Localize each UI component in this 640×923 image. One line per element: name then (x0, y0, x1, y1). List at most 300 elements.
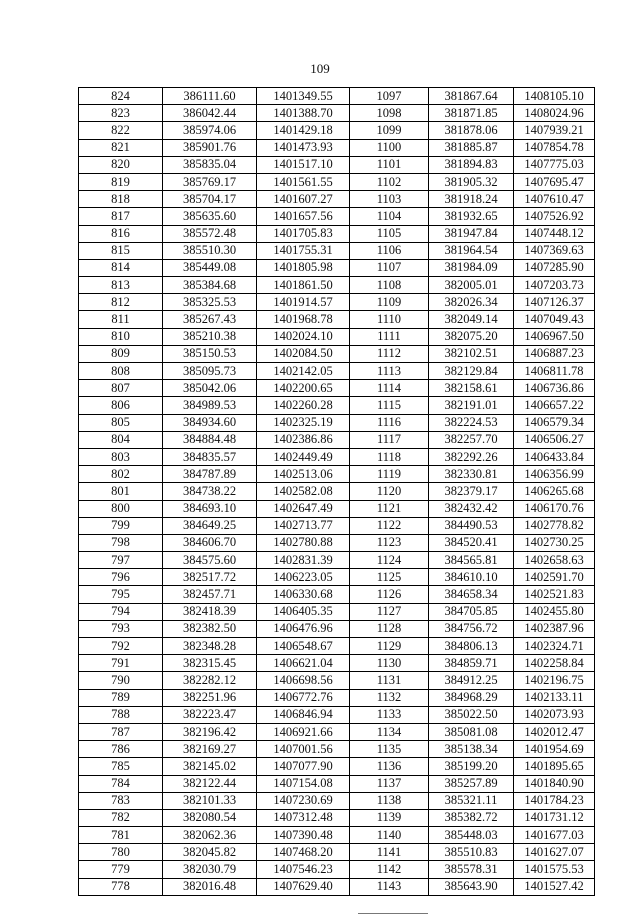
y-coordinate-left-cell: 1402200.65 (257, 380, 350, 397)
x-coordinate-left-cell: 385572.48 (163, 225, 257, 242)
y-coordinate-left-cell: 1407629.40 (257, 878, 350, 895)
table-row (79, 242, 595, 259)
y-coordinate-right-cell: 1401575.53 (514, 861, 595, 878)
x-coordinate-left-cell: 385901.76 (163, 139, 257, 156)
x-coordinate-left-cell: 384835.57 (163, 448, 257, 465)
x-coordinate-left-cell: 382062.36 (163, 827, 257, 844)
x-coordinate-right-cell: 382158.61 (429, 380, 514, 397)
y-coordinate-left-cell: 1402325.19 (257, 414, 350, 431)
x-coordinate-right-cell: 384756.72 (429, 620, 514, 637)
y-coordinate-right-cell: 1407126.37 (514, 294, 595, 311)
y-coordinate-left-cell: 1401473.93 (257, 139, 350, 156)
x-coordinate-right-cell: 382075.20 (429, 328, 514, 345)
point-number-right-cell: 1118 (350, 448, 429, 465)
y-coordinate-right-cell: 1401954.69 (514, 741, 595, 758)
point-number-right-cell: 1104 (350, 208, 429, 225)
y-coordinate-right-cell: 1402324.71 (514, 638, 595, 655)
point-number-left-cell: 802 (79, 466, 163, 483)
y-coordinate-right-cell: 1408024.96 (514, 105, 595, 122)
table-row (79, 225, 595, 242)
x-coordinate-left-cell: 382196.42 (163, 723, 257, 740)
y-coordinate-right-cell: 1401895.65 (514, 758, 595, 775)
x-coordinate-right-cell: 382191.01 (429, 397, 514, 414)
table-row (79, 878, 595, 895)
x-coordinate-left-cell: 384606.70 (163, 534, 257, 551)
x-coordinate-left-cell: 382457.71 (163, 586, 257, 603)
x-coordinate-left-cell: 382101.33 (163, 792, 257, 809)
y-coordinate-left-cell: 1402084.50 (257, 345, 350, 362)
y-coordinate-left-cell: 1401561.55 (257, 173, 350, 190)
y-coordinate-left-cell: 1407546.23 (257, 861, 350, 878)
y-coordinate-right-cell: 1407610.47 (514, 191, 595, 208)
table-row (79, 139, 595, 156)
x-coordinate-right-cell: 384658.34 (429, 586, 514, 603)
y-coordinate-left-cell: 1402780.88 (257, 534, 350, 551)
x-coordinate-left-cell: 384884.48 (163, 431, 257, 448)
x-coordinate-left-cell: 382418.39 (163, 603, 257, 620)
point-number-left-cell: 791 (79, 655, 163, 672)
x-coordinate-right-cell: 381867.64 (429, 88, 514, 105)
y-coordinate-right-cell: 1407203.73 (514, 277, 595, 294)
point-number-right-cell: 1108 (350, 277, 429, 294)
y-coordinate-left-cell: 1406476.96 (257, 620, 350, 637)
point-number-left-cell: 817 (79, 208, 163, 225)
x-coordinate-right-cell: 381932.65 (429, 208, 514, 225)
point-number-right-cell: 1133 (350, 706, 429, 723)
table-row (79, 655, 595, 672)
y-coordinate-right-cell: 1402073.93 (514, 706, 595, 723)
y-coordinate-left-cell: 1406846.94 (257, 706, 350, 723)
y-coordinate-right-cell: 1402258.84 (514, 655, 595, 672)
x-coordinate-left-cell: 382145.02 (163, 758, 257, 775)
y-coordinate-left-cell: 1407468.20 (257, 844, 350, 861)
point-number-left-cell: 814 (79, 259, 163, 276)
y-coordinate-left-cell: 1401705.83 (257, 225, 350, 242)
x-coordinate-right-cell: 385138.34 (429, 741, 514, 758)
point-number-right-cell: 1125 (350, 569, 429, 586)
table-row (79, 723, 595, 740)
x-coordinate-right-cell: 384610.10 (429, 569, 514, 586)
bottom-rule (358, 913, 428, 914)
table-row (79, 156, 595, 173)
point-number-right-cell: 1105 (350, 225, 429, 242)
point-number-left-cell: 792 (79, 638, 163, 655)
point-number-left-cell: 806 (79, 397, 163, 414)
x-coordinate-right-cell: 381894.83 (429, 156, 514, 173)
y-coordinate-left-cell: 1401349.55 (257, 88, 350, 105)
table-row (79, 758, 595, 775)
x-coordinate-left-cell: 382080.54 (163, 809, 257, 826)
y-coordinate-left-cell: 1406405.35 (257, 603, 350, 620)
point-number-left-cell: 804 (79, 431, 163, 448)
point-number-left-cell: 808 (79, 363, 163, 380)
point-number-right-cell: 1129 (350, 638, 429, 655)
table-row (79, 173, 595, 190)
table-row (79, 603, 595, 620)
table-row (79, 775, 595, 792)
table-row (79, 483, 595, 500)
point-number-right-cell: 1131 (350, 672, 429, 689)
point-number-right-cell: 1103 (350, 191, 429, 208)
point-number-right-cell: 1127 (350, 603, 429, 620)
y-coordinate-left-cell: 1402142.05 (257, 363, 350, 380)
table-row (79, 586, 595, 603)
table-row (79, 448, 595, 465)
table-row (79, 328, 595, 345)
point-number-right-cell: 1121 (350, 500, 429, 517)
y-coordinate-left-cell: 1407390.48 (257, 827, 350, 844)
point-number-right-cell: 1116 (350, 414, 429, 431)
table-row (79, 259, 595, 276)
point-number-left-cell: 787 (79, 723, 163, 740)
x-coordinate-right-cell: 382026.34 (429, 294, 514, 311)
x-coordinate-right-cell: 384520.41 (429, 534, 514, 551)
y-coordinate-left-cell: 1407077.90 (257, 758, 350, 775)
x-coordinate-right-cell: 382330.81 (429, 466, 514, 483)
y-coordinate-right-cell: 1407775.03 (514, 156, 595, 173)
point-number-left-cell: 783 (79, 792, 163, 809)
x-coordinate-left-cell: 385384.68 (163, 277, 257, 294)
table-row (79, 534, 595, 551)
point-number-right-cell: 1124 (350, 552, 429, 569)
x-coordinate-right-cell: 385321.11 (429, 792, 514, 809)
y-coordinate-right-cell: 1401731.12 (514, 809, 595, 826)
point-number-right-cell: 1098 (350, 105, 429, 122)
y-coordinate-left-cell: 1406330.68 (257, 586, 350, 603)
x-coordinate-left-cell: 386111.60 (163, 88, 257, 105)
y-coordinate-left-cell: 1402513.06 (257, 466, 350, 483)
y-coordinate-right-cell: 1407049.43 (514, 311, 595, 328)
x-coordinate-right-cell: 384912.25 (429, 672, 514, 689)
y-coordinate-right-cell: 1402387.96 (514, 620, 595, 637)
point-number-left-cell: 788 (79, 706, 163, 723)
point-number-left-cell: 822 (79, 122, 163, 139)
point-number-left-cell: 784 (79, 775, 163, 792)
x-coordinate-left-cell: 385769.17 (163, 173, 257, 190)
x-coordinate-right-cell: 385382.72 (429, 809, 514, 826)
x-coordinate-left-cell: 382382.50 (163, 620, 257, 637)
point-number-left-cell: 819 (79, 173, 163, 190)
point-number-left-cell: 797 (79, 552, 163, 569)
y-coordinate-left-cell: 1406223.05 (257, 569, 350, 586)
y-coordinate-left-cell: 1406621.04 (257, 655, 350, 672)
point-number-right-cell: 1122 (350, 517, 429, 534)
y-coordinate-left-cell: 1407312.48 (257, 809, 350, 826)
x-coordinate-right-cell: 385578.31 (429, 861, 514, 878)
x-coordinate-right-cell: 382049.14 (429, 311, 514, 328)
x-coordinate-left-cell: 382030.79 (163, 861, 257, 878)
point-number-left-cell: 782 (79, 809, 163, 826)
table-row (79, 517, 595, 534)
point-number-right-cell: 1141 (350, 844, 429, 861)
y-coordinate-left-cell: 1402647.49 (257, 500, 350, 517)
y-coordinate-left-cell: 1406921.66 (257, 723, 350, 740)
y-coordinate-left-cell: 1406548.67 (257, 638, 350, 655)
x-coordinate-right-cell: 384565.81 (429, 552, 514, 569)
x-coordinate-left-cell: 382315.45 (163, 655, 257, 672)
x-coordinate-left-cell: 382045.82 (163, 844, 257, 861)
point-number-right-cell: 1110 (350, 311, 429, 328)
table-row (79, 414, 595, 431)
point-number-right-cell: 1135 (350, 741, 429, 758)
y-coordinate-right-cell: 1406736.86 (514, 380, 595, 397)
x-coordinate-left-cell: 382251.96 (163, 689, 257, 706)
y-coordinate-left-cell: 1402582.08 (257, 483, 350, 500)
x-coordinate-right-cell: 382224.53 (429, 414, 514, 431)
point-number-left-cell: 803 (79, 448, 163, 465)
x-coordinate-left-cell: 382223.47 (163, 706, 257, 723)
point-number-left-cell: 807 (79, 380, 163, 397)
x-coordinate-right-cell: 382005.01 (429, 277, 514, 294)
table-row (79, 208, 595, 225)
x-coordinate-left-cell: 382348.28 (163, 638, 257, 655)
x-coordinate-left-cell: 385095.73 (163, 363, 257, 380)
x-coordinate-right-cell: 384705.85 (429, 603, 514, 620)
point-number-right-cell: 1109 (350, 294, 429, 311)
coordinates-table-body (79, 88, 595, 896)
point-number-left-cell: 780 (79, 844, 163, 861)
x-coordinate-right-cell: 381885.87 (429, 139, 514, 156)
x-coordinate-right-cell: 381878.06 (429, 122, 514, 139)
table-row (79, 861, 595, 878)
y-coordinate-right-cell: 1406265.68 (514, 483, 595, 500)
y-coordinate-right-cell: 1407369.63 (514, 242, 595, 259)
point-number-left-cell: 800 (79, 500, 163, 517)
x-coordinate-left-cell: 385449.08 (163, 259, 257, 276)
table-row (79, 88, 595, 105)
x-coordinate-right-cell: 384968.29 (429, 689, 514, 706)
y-coordinate-left-cell: 1402449.49 (257, 448, 350, 465)
y-coordinate-left-cell: 1401968.78 (257, 311, 350, 328)
point-number-left-cell: 815 (79, 242, 163, 259)
x-coordinate-left-cell: 384575.60 (163, 552, 257, 569)
y-coordinate-right-cell: 1406811.78 (514, 363, 595, 380)
y-coordinate-right-cell: 1402455.80 (514, 603, 595, 620)
y-coordinate-right-cell: 1408105.10 (514, 88, 595, 105)
y-coordinate-right-cell: 1401627.07 (514, 844, 595, 861)
x-coordinate-right-cell: 384490.53 (429, 517, 514, 534)
x-coordinate-left-cell: 384649.25 (163, 517, 257, 534)
x-coordinate-left-cell: 385210.38 (163, 328, 257, 345)
table-row (79, 638, 595, 655)
point-number-left-cell: 796 (79, 569, 163, 586)
x-coordinate-right-cell: 385643.90 (429, 878, 514, 895)
point-number-right-cell: 1112 (350, 345, 429, 362)
y-coordinate-right-cell: 1402521.83 (514, 586, 595, 603)
y-coordinate-left-cell: 1401429.18 (257, 122, 350, 139)
point-number-right-cell: 1139 (350, 809, 429, 826)
point-number-right-cell: 1134 (350, 723, 429, 740)
x-coordinate-right-cell: 382257.70 (429, 431, 514, 448)
x-coordinate-right-cell: 382432.42 (429, 500, 514, 517)
y-coordinate-right-cell: 1401840.90 (514, 775, 595, 792)
y-coordinate-right-cell: 1406579.34 (514, 414, 595, 431)
point-number-left-cell: 778 (79, 878, 163, 895)
table-row (79, 552, 595, 569)
point-number-left-cell: 823 (79, 105, 163, 122)
y-coordinate-left-cell: 1401607.27 (257, 191, 350, 208)
table-row (79, 431, 595, 448)
table-row (79, 122, 595, 139)
point-number-left-cell: 824 (79, 88, 163, 105)
table-row (79, 105, 595, 122)
point-number-right-cell: 1143 (350, 878, 429, 895)
table-row (79, 363, 595, 380)
table-row (79, 277, 595, 294)
y-coordinate-right-cell: 1402591.70 (514, 569, 595, 586)
x-coordinate-right-cell: 384859.71 (429, 655, 514, 672)
point-number-left-cell: 805 (79, 414, 163, 431)
point-number-right-cell: 1128 (350, 620, 429, 637)
point-number-right-cell: 1097 (350, 88, 429, 105)
y-coordinate-right-cell: 1401527.42 (514, 878, 595, 895)
y-coordinate-left-cell: 1401657.56 (257, 208, 350, 225)
x-coordinate-left-cell: 384787.89 (163, 466, 257, 483)
x-coordinate-right-cell: 385081.08 (429, 723, 514, 740)
point-number-left-cell: 786 (79, 741, 163, 758)
x-coordinate-left-cell: 384989.53 (163, 397, 257, 414)
x-coordinate-left-cell: 382016.48 (163, 878, 257, 895)
y-coordinate-right-cell: 1402133.11 (514, 689, 595, 706)
y-coordinate-left-cell: 1402260.28 (257, 397, 350, 414)
point-number-right-cell: 1107 (350, 259, 429, 276)
table-row (79, 466, 595, 483)
point-number-left-cell: 821 (79, 139, 163, 156)
point-number-right-cell: 1136 (350, 758, 429, 775)
y-coordinate-right-cell: 1406356.99 (514, 466, 595, 483)
x-coordinate-left-cell: 385635.60 (163, 208, 257, 225)
y-coordinate-right-cell: 1401784.23 (514, 792, 595, 809)
table-row (79, 620, 595, 637)
point-number-left-cell: 795 (79, 586, 163, 603)
table-row (79, 294, 595, 311)
point-number-left-cell: 820 (79, 156, 163, 173)
x-coordinate-right-cell: 385257.89 (429, 775, 514, 792)
point-number-right-cell: 1114 (350, 380, 429, 397)
y-coordinate-left-cell: 1402386.86 (257, 431, 350, 448)
table-row (79, 672, 595, 689)
y-coordinate-right-cell: 1407285.90 (514, 259, 595, 276)
y-coordinate-right-cell: 1407526.92 (514, 208, 595, 225)
point-number-right-cell: 1099 (350, 122, 429, 139)
table-row (79, 844, 595, 861)
point-number-right-cell: 1130 (350, 655, 429, 672)
x-coordinate-left-cell: 385325.53 (163, 294, 257, 311)
x-coordinate-right-cell: 385199.20 (429, 758, 514, 775)
point-number-left-cell: 813 (79, 277, 163, 294)
point-number-left-cell: 811 (79, 311, 163, 328)
y-coordinate-right-cell: 1407448.12 (514, 225, 595, 242)
table-row (79, 792, 595, 809)
point-number-left-cell: 818 (79, 191, 163, 208)
y-coordinate-left-cell: 1407154.08 (257, 775, 350, 792)
x-coordinate-right-cell: 385510.83 (429, 844, 514, 861)
x-coordinate-left-cell: 382169.27 (163, 741, 257, 758)
y-coordinate-right-cell: 1407854.78 (514, 139, 595, 156)
table-row (79, 706, 595, 723)
x-coordinate-right-cell: 382292.26 (429, 448, 514, 465)
y-coordinate-left-cell: 1402831.39 (257, 552, 350, 569)
x-coordinate-right-cell: 381947.84 (429, 225, 514, 242)
table-row (79, 809, 595, 826)
y-coordinate-right-cell: 1401677.03 (514, 827, 595, 844)
point-number-right-cell: 1132 (350, 689, 429, 706)
table-row (79, 569, 595, 586)
x-coordinate-right-cell: 384806.13 (429, 638, 514, 655)
y-coordinate-left-cell: 1401805.98 (257, 259, 350, 276)
x-coordinate-right-cell: 381905.32 (429, 173, 514, 190)
point-number-left-cell: 801 (79, 483, 163, 500)
y-coordinate-right-cell: 1402012.47 (514, 723, 595, 740)
y-coordinate-left-cell: 1401914.57 (257, 294, 350, 311)
x-coordinate-right-cell: 382379.17 (429, 483, 514, 500)
point-number-right-cell: 1115 (350, 397, 429, 414)
y-coordinate-right-cell: 1402778.82 (514, 517, 595, 534)
point-number-left-cell: 799 (79, 517, 163, 534)
y-coordinate-right-cell: 1407939.21 (514, 122, 595, 139)
x-coordinate-right-cell: 381918.24 (429, 191, 514, 208)
point-number-right-cell: 1119 (350, 466, 429, 483)
x-coordinate-right-cell: 381964.54 (429, 242, 514, 259)
point-number-left-cell: 810 (79, 328, 163, 345)
point-number-right-cell: 1126 (350, 586, 429, 603)
y-coordinate-left-cell: 1407230.69 (257, 792, 350, 809)
point-number-right-cell: 1138 (350, 792, 429, 809)
x-coordinate-left-cell: 382517.72 (163, 569, 257, 586)
x-coordinate-right-cell: 381984.09 (429, 259, 514, 276)
x-coordinate-left-cell: 385835.04 (163, 156, 257, 173)
point-number-left-cell: 789 (79, 689, 163, 706)
point-number-right-cell: 1111 (350, 328, 429, 345)
x-coordinate-right-cell: 381871.85 (429, 105, 514, 122)
table-row (79, 827, 595, 844)
y-coordinate-left-cell: 1407001.56 (257, 741, 350, 758)
x-coordinate-left-cell: 386042.44 (163, 105, 257, 122)
x-coordinate-right-cell: 382102.51 (429, 345, 514, 362)
point-number-left-cell: 816 (79, 225, 163, 242)
point-number-left-cell: 794 (79, 603, 163, 620)
y-coordinate-right-cell: 1406887.23 (514, 345, 595, 362)
point-number-right-cell: 1102 (350, 173, 429, 190)
y-coordinate-left-cell: 1401517.10 (257, 156, 350, 173)
point-number-left-cell: 798 (79, 534, 163, 551)
point-number-right-cell: 1106 (350, 242, 429, 259)
point-number-left-cell: 809 (79, 345, 163, 362)
y-coordinate-left-cell: 1402713.77 (257, 517, 350, 534)
y-coordinate-right-cell: 1402730.25 (514, 534, 595, 551)
point-number-left-cell: 779 (79, 861, 163, 878)
point-number-right-cell: 1140 (350, 827, 429, 844)
x-coordinate-left-cell: 384738.22 (163, 483, 257, 500)
y-coordinate-left-cell: 1401861.50 (257, 277, 350, 294)
y-coordinate-right-cell: 1406657.22 (514, 397, 595, 414)
x-coordinate-right-cell: 385448.03 (429, 827, 514, 844)
table-row (79, 397, 595, 414)
x-coordinate-right-cell: 385022.50 (429, 706, 514, 723)
table-row (79, 741, 595, 758)
point-number-right-cell: 1101 (350, 156, 429, 173)
y-coordinate-left-cell: 1401755.31 (257, 242, 350, 259)
point-number-right-cell: 1142 (350, 861, 429, 878)
x-coordinate-left-cell: 385510.30 (163, 242, 257, 259)
point-number-left-cell: 812 (79, 294, 163, 311)
point-number-right-cell: 1113 (350, 363, 429, 380)
y-coordinate-right-cell: 1402658.63 (514, 552, 595, 569)
y-coordinate-right-cell: 1406506.27 (514, 431, 595, 448)
x-coordinate-left-cell: 384693.10 (163, 500, 257, 517)
y-coordinate-left-cell: 1406698.56 (257, 672, 350, 689)
y-coordinate-left-cell: 1406772.76 (257, 689, 350, 706)
